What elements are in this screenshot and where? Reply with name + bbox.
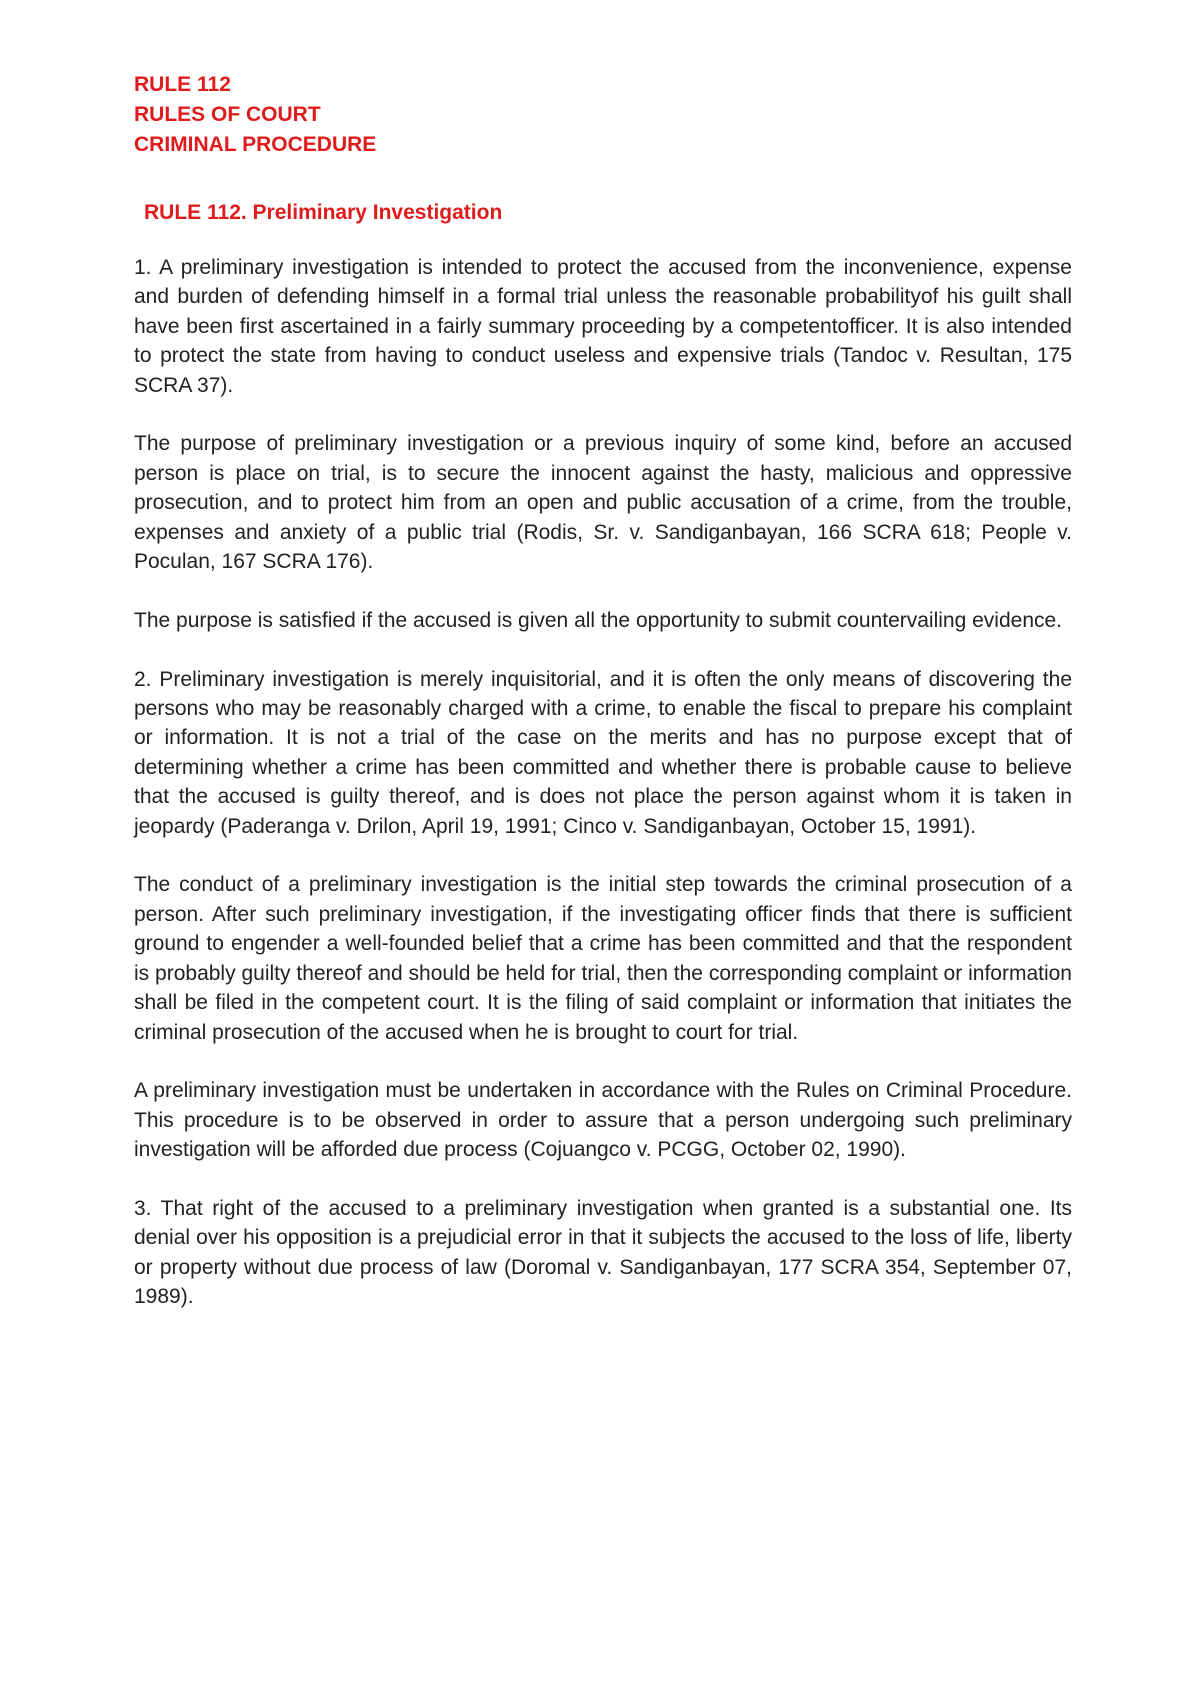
paragraph-1: 1. A preliminary investigation is intended to protect the accused from the inconvenience, expense and burden of defending himself in a formal trial unless the reasonable probabilityof his guilt shall have been first ascertained in a fairly summary proceeding by a competentofficer. It is also intended to protect the state from having to conduct useless and expensive trials (Tandoc v. Resultan, 175 SCRA 37). xyxy=(134,256,1072,397)
paragraph-5: The conduct of a preliminary investigation is the initial step towards the criminal prosecution of a person. After such preliminary investigation, if the investigating officer finds that there is sufficient ground to engender a well-founded belief that a crime has been committed and that the respondent is probably guilty thereof and should be held for trial, then the corresponding complaint or information shall be filed in the competent court. It is the filing of said complaint or information that initiates the criminal prosecution of the accused when he is brought to court for trial. xyxy=(134,873,1072,1044)
header-rules-of-court: RULES OF COURT xyxy=(134,103,321,126)
document-body xyxy=(134,253,1072,1341)
paragraph-2: The purpose of preliminary investigation or a previous inquiry of some kind, before an accused person is place on trial, is to secure the innocent against the hasty, malicious and oppressive prosecution, and to protect him from an open and public accusation of a crime, from the trouble, expenses and anxiety of a public trial (Rodis, Sr. v. Sandiganbayan, 166 SCRA 618; People v. Poculan, 167 SCRA 176). xyxy=(134,432,1072,574)
paragraph-6: A preliminary investigation must be undertaken in accordance with the Rules on Criminal Procedure. This procedure is to be observed in order to assure that a person undergoing such preliminary investigation will be afforded due process (Cojuangco v. PCGG, October 02, 1990). xyxy=(134,1079,1072,1162)
header-criminal-procedure: CRIMINAL PROCEDURE xyxy=(134,133,377,156)
paragraph-7: 3. That right of the accused to a preliminary investigation when granted is a substantial one. Its denial over his opposition is a prejudicial error in that it subjects the accused to the loss of life, liberty or property without due process of law (Doromal v. Sandiganbayan, 177 SCRA 354, September 07, 1989). xyxy=(134,1196,1072,1309)
section-title: RULE 112. Preliminary Investigation xyxy=(144,201,503,224)
paragraph-4: 2. Preliminary investigation is merely inquisitorial, and it is often the only means of discovering the persons who may be reasonably charged with a crime, to enable the fiscal to prepare his complaint or information. It is not a trial of the case on the merits and has no purpose except that of determining whether a crime has been committed and whether there is probable cause to believe that the accused is guilty thereof, and is does not place the person against whom it is taken in jeopardy (Paderanga v. Drilon, April 19, 1991; Cinco v. Sandiganbayan, October 15, 1991). xyxy=(134,667,1072,838)
document-header xyxy=(134,70,376,160)
header-rule-number: RULE 112 xyxy=(134,73,231,96)
paragraph-3: The purpose is satisfied if the accused is given all the opportunity to submit countervailing evidence. xyxy=(134,608,1063,632)
